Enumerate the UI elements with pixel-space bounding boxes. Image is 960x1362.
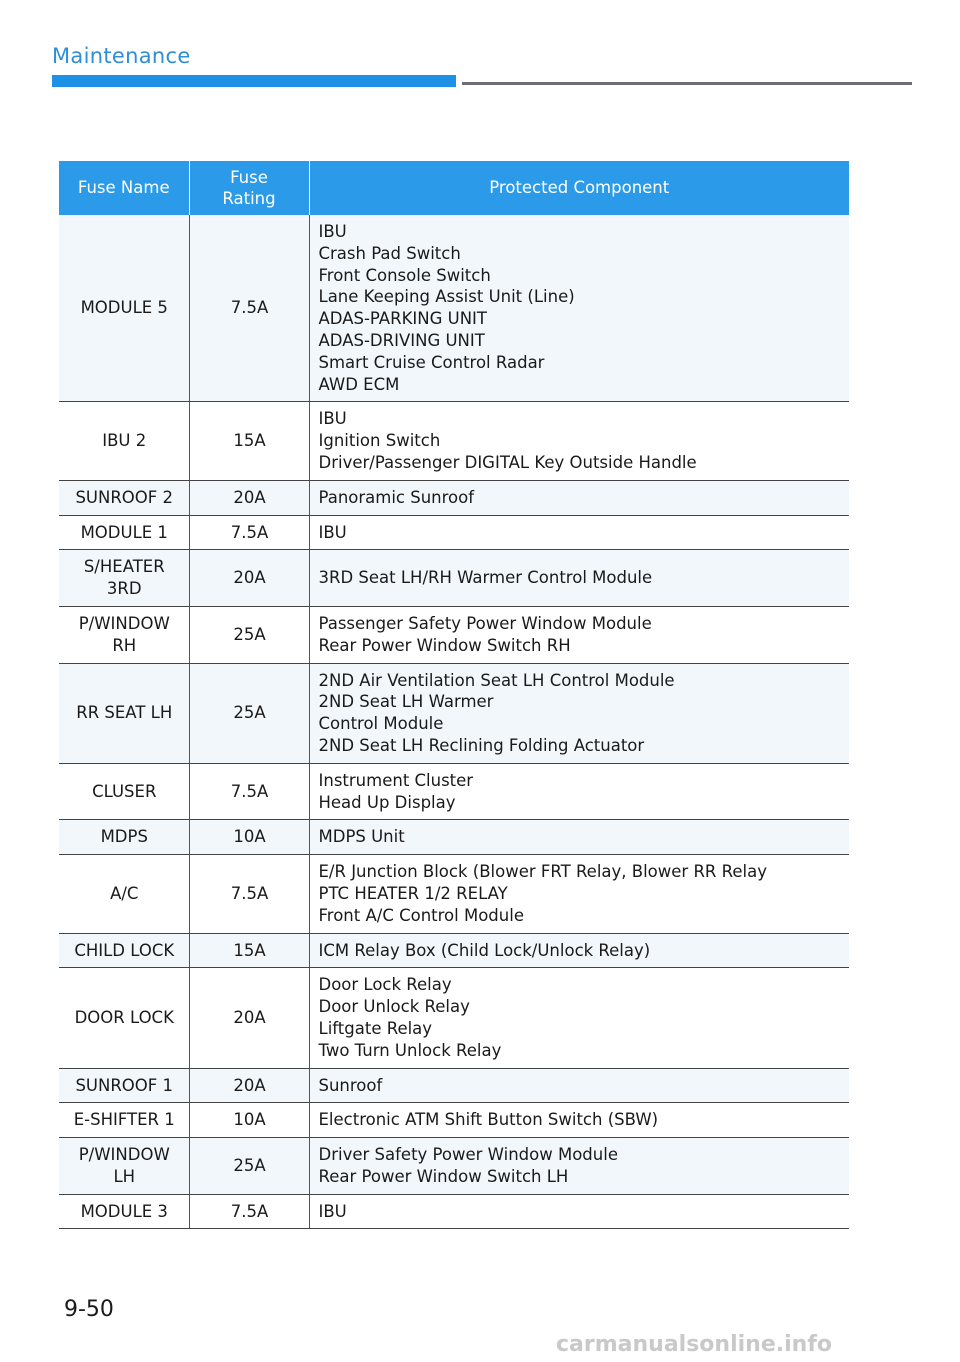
table-row — [59, 820, 849, 855]
component-line: IBU — [318, 522, 347, 542]
component-line: Panoramic Sunroof — [318, 487, 475, 507]
fuse-rating-cell: 10A — [189, 1103, 309, 1138]
component-line: Door Unlock Relay — [318, 997, 470, 1017]
fuse-rating-cell: 7.5A — [189, 515, 309, 550]
table-row — [59, 763, 849, 820]
protected-component-cell — [309, 515, 849, 550]
fuse-rating-cell: 20A — [189, 1068, 309, 1103]
table-row — [59, 402, 849, 480]
component-line: 2ND Air Ventilation Seat LH Control Module — [318, 670, 675, 690]
fuse-rating-cell: 7.5A — [189, 763, 309, 820]
fuse-table-body — [59, 215, 849, 1229]
table-row — [59, 1068, 849, 1103]
fuse-name-cell: P/WINDOW RH — [59, 606, 189, 663]
protected-component-cell — [309, 402, 849, 480]
fuse-name-cell: MDPS — [59, 820, 189, 855]
fuse-rating-cell: 20A — [189, 550, 309, 607]
component-line: Door Lock Relay — [318, 975, 452, 995]
protected-component-cell — [309, 1103, 849, 1138]
fuse-name-cell: CLUSER — [59, 763, 189, 820]
component-line: ADAS-PARKING UNIT — [318, 309, 487, 329]
component-line: IBU — [318, 222, 347, 241]
component-line: Control Module — [318, 714, 444, 734]
component-line: Crash Pad Switch — [318, 243, 461, 263]
protected-component-cell — [309, 855, 849, 933]
table-row — [59, 480, 849, 515]
fuse-rating-cell: 7.5A — [189, 855, 309, 933]
fuse-name-cell: MODULE 1 — [59, 515, 189, 550]
protected-component-cell — [309, 480, 849, 515]
column-header-protected-component: Protected Component — [309, 161, 849, 215]
fuse-rating-cell: 7.5A — [189, 1194, 309, 1229]
component-line: Rear Power Window Switch LH — [318, 1166, 569, 1186]
component-line: Head Up Display — [318, 792, 456, 812]
column-header-fuse-name: Fuse Name — [59, 161, 189, 215]
table-row — [59, 855, 849, 933]
protected-component-cell — [309, 215, 849, 402]
fuse-name-cell: RR SEAT LH — [59, 663, 189, 763]
component-line: ADAS-DRIVING UNIT — [318, 330, 485, 350]
protected-component-cell — [309, 606, 849, 663]
table-row — [59, 215, 849, 402]
component-line: Front Console Switch — [318, 265, 491, 285]
component-line: Electronic ATM Shift Button Switch (SBW) — [318, 1110, 659, 1130]
fuse-name-cell: CHILD LOCK — [59, 933, 189, 968]
component-line: Front A/C Control Module — [318, 905, 524, 925]
header-rule — [462, 82, 912, 85]
table-row — [59, 1194, 849, 1229]
component-line: Instrument Cluster — [318, 770, 474, 790]
component-line: ICM Relay Box (Child Lock/Unlock Relay) — [318, 940, 651, 960]
fuse-name-cell: SUNROOF 2 — [59, 480, 189, 515]
table-row — [59, 606, 849, 663]
column-header-fuse-rating — [189, 161, 309, 215]
protected-component-cell — [309, 933, 849, 968]
table-row — [59, 515, 849, 550]
fuse-name-cell: IBU 2 — [59, 402, 189, 480]
component-line: Ignition Switch — [318, 431, 441, 451]
header-rule-accent — [52, 75, 456, 87]
component-line: Liftgate Relay — [318, 1018, 433, 1038]
protected-component-cell — [309, 663, 849, 763]
protected-component-cell — [309, 820, 849, 855]
component-line: 2ND Seat LH Warmer — [318, 692, 494, 712]
fuse-rating-cell: 25A — [189, 663, 309, 763]
table-row — [59, 1138, 849, 1195]
component-line: Smart Cruise Control Radar — [318, 352, 545, 372]
table-row — [59, 550, 849, 607]
fuse-rating-cell: 20A — [189, 480, 309, 515]
section-title: Maintenance — [52, 44, 191, 68]
table-row — [59, 968, 849, 1068]
fuse-name-cell: S/HEATER 3RD — [59, 550, 189, 607]
fuse-name-cell: P/WINDOW LH — [59, 1138, 189, 1195]
component-line: 2ND Seat LH Reclining Folding Actuator — [318, 735, 645, 755]
fuse-rating-cell: 10A — [189, 820, 309, 855]
component-line: PTC HEATER 1/2 RELAY — [318, 883, 508, 903]
fuse-rating-cell: 15A — [189, 402, 309, 480]
fuse-rating-cell: 7.5A — [189, 215, 309, 402]
fuse-rating-cell: 25A — [189, 1138, 309, 1195]
component-line: MDPS Unit — [318, 827, 405, 847]
watermark: carmanualsonline.info — [556, 1332, 832, 1357]
fuse-name-cell: E-SHIFTER 1 — [59, 1103, 189, 1138]
fuse-rating-cell: 25A — [189, 606, 309, 663]
protected-component-cell — [309, 968, 849, 1068]
fuse-name-cell: DOOR LOCK — [59, 968, 189, 1068]
fuse-rating-cell: 15A — [189, 933, 309, 968]
page-number: 9-50 — [64, 1297, 114, 1322]
component-line: Rear Power Window Switch RH — [318, 635, 571, 655]
fuse-name-cell: SUNROOF 1 — [59, 1068, 189, 1103]
component-line: Driver Safety Power Window Module — [318, 1145, 618, 1165]
table-header-row — [59, 161, 849, 215]
component-line: Lane Keeping Assist Unit (Line) — [318, 287, 575, 307]
table-row — [59, 663, 849, 763]
component-line: Two Turn Unlock Relay — [318, 1040, 502, 1060]
component-line: Driver/Passenger DIGITAL Key Outside Handle — [318, 452, 697, 472]
component-line: Passenger Safety Power Window Module — [318, 613, 652, 633]
table-row — [59, 1103, 849, 1138]
component-line: IBU — [318, 1201, 347, 1221]
fuse-name-cell: A/C — [59, 855, 189, 933]
protected-component-cell — [309, 763, 849, 820]
column-header-fuse-rating-text: Fuse Rating — [222, 168, 276, 208]
protected-component-cell — [309, 1138, 849, 1195]
component-line: 3RD Seat LH/RH Warmer Control Module — [318, 568, 653, 588]
protected-component-cell — [309, 1194, 849, 1229]
component-line: IBU — [318, 409, 347, 429]
fuse-table — [59, 161, 849, 1229]
component-line: E/R Junction Block (Blower FRT Relay, Blower RR Relay — [318, 862, 767, 882]
component-line: AWD ECM — [318, 374, 400, 394]
fuse-name-cell: MODULE 5 — [59, 215, 189, 402]
fuse-rating-cell: 20A — [189, 968, 309, 1068]
protected-component-cell — [309, 550, 849, 607]
table-row — [59, 933, 849, 968]
protected-component-cell — [309, 1068, 849, 1103]
component-line: Sunroof — [318, 1075, 383, 1095]
fuse-name-cell: MODULE 3 — [59, 1194, 189, 1229]
